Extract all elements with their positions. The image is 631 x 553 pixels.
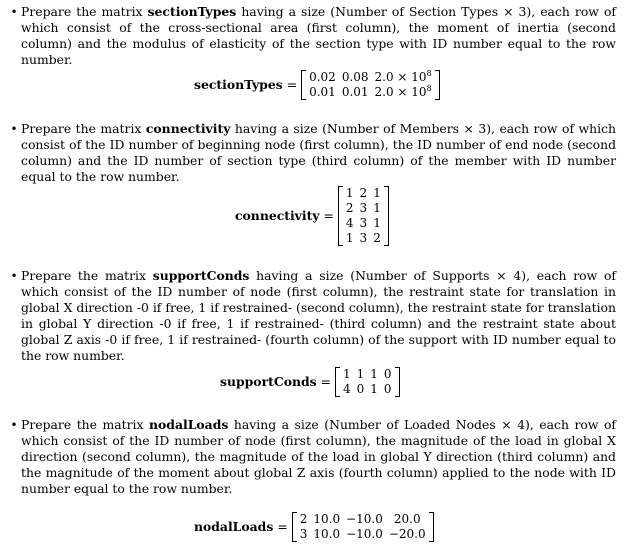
matrix-cell: 4 — [345, 216, 354, 230]
bullet-marker: • — [10, 5, 18, 19]
equation-lhs: connectivity — [235, 208, 320, 223]
matrix-cell: 2 — [373, 231, 381, 245]
equation-lhs: supportConds — [220, 374, 317, 389]
matrix-cell: 0.08 — [341, 70, 369, 84]
bullet-marker: • — [10, 418, 18, 432]
matrix-cell: 1 — [370, 382, 378, 396]
matrix-cell: 1 — [373, 186, 381, 200]
matrix-cell: 10.0 — [313, 512, 341, 526]
matrix-row — [297, 527, 429, 542]
matrix-cell: 0 — [383, 382, 392, 396]
equals-sign: = — [323, 208, 334, 223]
matrix-name: supportConds — [152, 268, 250, 283]
equals-sign: = — [286, 77, 298, 92]
equation-connectivity — [235, 186, 389, 246]
item-paragraph — [21, 268, 616, 364]
bullet-item-section-types — [8, 4, 616, 68]
exponent: 8 — [426, 84, 432, 93]
matrix-row — [343, 186, 384, 201]
matrix-cell: 1 — [373, 216, 381, 230]
paragraph-lead: Prepare the matrix — [21, 417, 150, 432]
matrix-cell: 1 — [343, 367, 351, 381]
matrix-connectivity — [338, 186, 389, 246]
matrix-cell: 3 — [359, 216, 368, 230]
matrix-row — [340, 382, 395, 397]
matrix-row — [306, 85, 435, 100]
bullet-marker: • — [10, 122, 18, 136]
paragraph-rest: having a size (Number of Supports × 4), each row of which consist of the ID number of node (first column), the restraint state for translation in global X direction -0 if free, 1 if restrained- (second column), the restraint state for translation in global Y direction -0 if free, 1 if restrained- (third column) and the restraint state about global Z axis -0 if free, 1 if restrained- (fourth column) of the support with ID number equal to the row number. — [21, 268, 616, 363]
matrix-row — [343, 216, 384, 231]
mantissa: 2.0 × 10 — [374, 85, 427, 99]
item-paragraph — [21, 417, 616, 497]
matrix-cell: 1 — [345, 186, 354, 200]
bullet-item-nodal-loads — [8, 417, 616, 497]
equation-lhs: sectionTypes — [194, 77, 283, 92]
matrix-cell: 0 — [356, 382, 365, 396]
matrix-row — [343, 231, 384, 246]
matrix-row — [343, 201, 384, 216]
bullet-item-support-conds — [8, 268, 616, 364]
matrix-cell — [372, 85, 435, 100]
equation-support-conds — [220, 367, 400, 397]
matrix-nodal-loads — [292, 512, 434, 542]
matrix-cell: 10.0 — [313, 527, 341, 541]
bullet-marker: • — [10, 269, 18, 283]
matrix-cell: 0.02 — [309, 70, 336, 84]
matrix-cell: 1 — [370, 367, 378, 381]
paragraph-rest: having a size (Number of Section Types × 3), each row of which consist of the cross-sectional area (first column), the moment of inertia (second column) and the modulus of elasticity of the section type with ID number equal to the row number. — [21, 4, 616, 67]
matrix-cell: 2 — [299, 512, 308, 526]
paragraph-lead: Prepare the matrix — [21, 121, 146, 136]
matrix-cell: 1 — [356, 367, 365, 381]
matrix-row — [340, 367, 395, 382]
matrix-cell: 3 — [299, 527, 308, 541]
equals-sign: = — [320, 374, 331, 389]
matrix-row — [306, 70, 435, 85]
matrix-cell: 3 — [359, 201, 368, 215]
matrix-support-conds — [335, 367, 400, 397]
paragraph-lead: Prepare the matrix — [21, 4, 148, 19]
paragraph-rest: having a size (Number of Members × 3), each row of which consist of the ID number of beginning node (first column), the ID number of end node (second column) and the ID number of section type (third column) of the member with ID number equal to the row number. — [21, 121, 616, 184]
matrix-cell: 4 — [343, 382, 351, 396]
matrix-section-types — [301, 70, 440, 100]
matrix-cell: 0 — [383, 367, 392, 381]
matrix-cell: 2 — [359, 186, 368, 200]
matrix-cell: 3 — [359, 231, 368, 245]
matrix-cell — [372, 70, 435, 85]
matrix-cell: 1 — [345, 231, 354, 245]
matrix-cell: −10.0 — [346, 527, 383, 541]
matrix-row — [297, 512, 429, 527]
matrix-cell: −10.0 — [346, 512, 383, 526]
matrix-cell: −20.0 — [388, 527, 426, 541]
paragraph-rest: having a size (Number of Loaded Nodes × 4), each row of which consist of the ID number of node (first column), the magnitude of the load in global X direction (second column), the magnitude of the load in global Y direction (third column) and the magnitude of the moment about global Z axis (fourth column) applied to the node with ID number equal to the row number. — [21, 417, 617, 496]
mantissa: 2.0 × 10 — [374, 70, 427, 84]
equation-section-types — [194, 70, 440, 100]
paragraph-lead: Prepare the matrix — [21, 268, 153, 283]
exponent: 8 — [426, 69, 432, 78]
matrix-cell: 20.0 — [393, 512, 421, 526]
equation-lhs: nodalLoads — [194, 519, 274, 534]
equation-nodal-loads — [194, 512, 434, 542]
matrix-cell: 2 — [345, 201, 354, 215]
item-paragraph — [21, 4, 616, 68]
matrix-name: sectionTypes — [147, 4, 237, 19]
matrix-name: connectivity — [145, 121, 231, 136]
matrix-cell: 1 — [373, 201, 381, 215]
bullet-item-connectivity — [8, 121, 616, 185]
item-paragraph — [21, 121, 616, 185]
matrix-name: nodalLoads — [149, 417, 229, 432]
equals-sign: = — [277, 519, 288, 534]
matrix-cell: 0.01 — [341, 85, 369, 99]
matrix-cell: 0.01 — [309, 85, 336, 99]
